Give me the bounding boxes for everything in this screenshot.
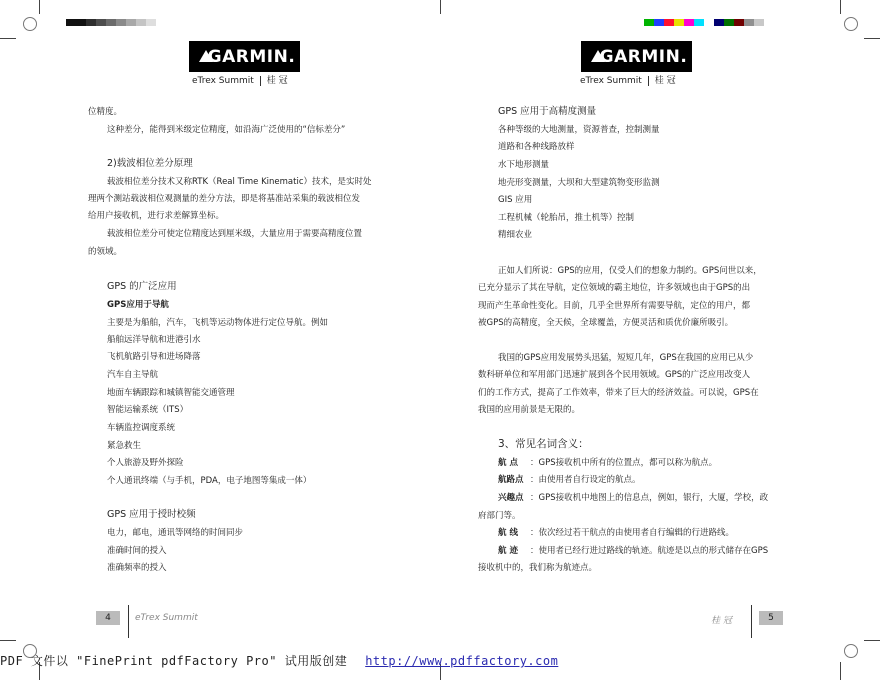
color-swatch bbox=[106, 19, 116, 26]
color-swatch bbox=[176, 19, 186, 26]
body-text-line: 给用户接收机，进行求差解算坐标。 bbox=[88, 211, 225, 221]
company-name: 桂 冠 bbox=[654, 76, 676, 86]
color-swatch bbox=[76, 19, 86, 26]
color-swatch bbox=[744, 19, 754, 26]
watermark-text: PDF 文件以 "FinePrint pdfFactory Pro" 试用版创建 bbox=[0, 654, 348, 668]
body-text-line: 理两个测站载波相位观测量的差分方法，即是将基准站采集的载波相位发 bbox=[88, 194, 361, 204]
grayscale-calibration-strip bbox=[66, 19, 186, 26]
page-subtitle bbox=[192, 73, 288, 86]
color-swatch bbox=[724, 19, 734, 26]
list-item: 电力，邮电，通讯等网络的时间同步 bbox=[107, 528, 244, 538]
color-swatch bbox=[166, 19, 176, 26]
list-item: 车辆监控调度系统 bbox=[107, 423, 176, 433]
color-swatch bbox=[126, 19, 136, 26]
page-number: 5 bbox=[759, 611, 783, 625]
page-subtitle bbox=[580, 73, 676, 86]
list-item: 地壳形变测量，大坝和大型建筑物变形监测 bbox=[498, 178, 660, 188]
body-text-line: 载波相位差分可使定位精度达到厘米级，大量应用于需要高精度位置 bbox=[107, 229, 363, 239]
crop-mark bbox=[840, 662, 841, 680]
color-swatch bbox=[734, 19, 744, 26]
footer-text: 桂 冠 bbox=[711, 616, 732, 626]
term-definition: ：使用者已经行进过路线的轨迹。航迹是以点的形式储存在GPS bbox=[530, 546, 769, 556]
color-swatch bbox=[116, 19, 126, 26]
list-item: 飞机航路引导和进场降落 bbox=[107, 352, 201, 362]
body-text-line: 这种差分，能得到米级定位精度，如沿海广泛使用的“信标差分” bbox=[107, 125, 346, 135]
color-swatch bbox=[156, 19, 166, 26]
term-definition: ：GPS接收机中所有的位置点，都可以称为航点。 bbox=[530, 458, 718, 468]
list-item: 准确频率的授入 bbox=[107, 563, 167, 573]
body-text-line: 我国的GPS应用发展势头迅猛，短短几年，GPS在我国的应用已从少 bbox=[498, 353, 754, 363]
body-text-line: 主要是为船舶，汽车，飞机等运动物体进行定位导航。例如 bbox=[107, 318, 329, 328]
term-definition: ：依次经过若干航点的由使用者自行编辑的行进路线。 bbox=[530, 528, 735, 538]
body-text-line: 位精度。 bbox=[88, 107, 123, 117]
section-heading: GPS 应用于授时校频 bbox=[107, 509, 196, 520]
crop-mark bbox=[0, 640, 16, 641]
color-swatch bbox=[644, 19, 654, 26]
body-text-line: 正如人们所说：GPS的应用，仅受人们的想象力制约。GPS问世以来， bbox=[498, 266, 762, 276]
brand-text: GARMIN. bbox=[599, 46, 688, 67]
section-heading: 2)载波相位差分原理 bbox=[107, 158, 193, 169]
body-text-line: 载波相位差分技术又称RTK（Real Time Kinematic）技术，是实时处 bbox=[107, 177, 372, 187]
color-swatch bbox=[146, 19, 156, 26]
term-label: 兴趣点 bbox=[498, 493, 524, 503]
garmin-logo bbox=[581, 41, 692, 72]
subsection-heading: GPS应用于导航 bbox=[107, 300, 169, 310]
crop-mark bbox=[864, 640, 880, 641]
list-item: 水下地形测量 bbox=[498, 160, 550, 170]
color-swatch bbox=[96, 19, 106, 26]
section-heading: 3、常见名词含义： bbox=[498, 438, 589, 450]
company-name: 桂 冠 bbox=[266, 76, 288, 86]
section-heading: GPS 的广泛应用 bbox=[107, 281, 177, 292]
list-item: 紧急救生 bbox=[107, 441, 142, 451]
section-heading: GPS 应用于高精度测量 bbox=[498, 106, 597, 117]
color-swatch bbox=[684, 19, 694, 26]
list-item: 准确时间的授入 bbox=[107, 546, 167, 556]
garmin-logo bbox=[189, 41, 300, 72]
list-item: 个人旅游及野外探险 bbox=[107, 458, 184, 468]
list-item: 工程机械（轮胎吊，推土机等）控制 bbox=[498, 213, 635, 223]
model-name: eTrex Summit bbox=[580, 76, 642, 86]
color-swatch bbox=[654, 19, 664, 26]
footer-divider bbox=[128, 605, 129, 638]
brand-text: GARMIN. bbox=[207, 46, 296, 67]
color-swatch bbox=[136, 19, 146, 26]
registration-mark bbox=[844, 17, 858, 31]
registration-mark bbox=[844, 644, 858, 658]
crop-mark bbox=[39, 0, 40, 14]
crop-mark bbox=[440, 0, 441, 14]
crop-mark bbox=[0, 38, 16, 39]
list-item: 地面车辆跟踪和城镇智能交通管理 bbox=[107, 388, 235, 398]
body-text-line: 们的工作方式，提高了工作效率，带来了巨大的经济效益。可以说，GPS在 bbox=[478, 388, 759, 398]
color-swatch bbox=[714, 19, 724, 26]
color-swatch bbox=[664, 19, 674, 26]
page-number: 4 bbox=[96, 611, 120, 625]
color-swatch bbox=[66, 19, 76, 26]
color-swatch bbox=[704, 19, 714, 26]
term-definition: ：由使用者自行设定的航点。 bbox=[530, 475, 641, 485]
term-definition: ：GPS接收机中地图上的信息点，例如，银行，大厦，学校，政 bbox=[530, 493, 769, 503]
term-label: 航 迹 bbox=[498, 546, 518, 556]
list-item: 精细农业 bbox=[498, 230, 533, 240]
divider bbox=[648, 76, 649, 86]
body-text-line: 已充分显示了其在导航，定位领域的霸主地位，许多领域也由于GPS的出 bbox=[478, 283, 751, 293]
list-item: 智能运输系统（ITS） bbox=[107, 405, 189, 415]
body-text-line: 我国的应用前景是无限的。 bbox=[478, 405, 581, 415]
term-label: 航 点 bbox=[498, 458, 518, 468]
color-swatch bbox=[86, 19, 96, 26]
body-text-line: 被GPS的高精度，全天候，全球覆盖，方便灵活和质优价廉所吸引。 bbox=[478, 318, 734, 328]
crop-mark bbox=[864, 38, 880, 39]
registration-mark bbox=[23, 17, 37, 31]
list-item: 个人通讯终端（与手机，PDA，电子地图等集成一体） bbox=[107, 476, 312, 486]
body-text-line: 的领域。 bbox=[88, 247, 123, 257]
model-name: eTrex Summit bbox=[192, 76, 254, 86]
garmin-triangle-icon bbox=[591, 50, 605, 62]
term-label: 航路点 bbox=[498, 475, 524, 485]
list-item: 汽车自主导航 bbox=[107, 370, 159, 380]
term-definition: 接收机中的，我们称为航迹点。 bbox=[478, 563, 598, 573]
list-item: 船舶远洋导航和进港引水 bbox=[107, 335, 201, 345]
list-item: 各种等级的大地测量，资源普查，控制测量 bbox=[498, 125, 660, 135]
color-swatch bbox=[754, 19, 764, 26]
body-text-line: 现而产生革命性变化。目前，几乎全世界所有需要导航，定位的用户，都 bbox=[478, 301, 751, 311]
garmin-triangle-icon bbox=[199, 50, 213, 62]
pdf-watermark bbox=[0, 652, 558, 669]
color-calibration-strip bbox=[644, 19, 764, 26]
body-text-line: 数科研单位和军用部门迅速扩展到各个民用领域。GPS的广泛应用改变人 bbox=[478, 370, 751, 380]
color-swatch bbox=[694, 19, 704, 26]
term-definition: 府部门等。 bbox=[478, 511, 521, 521]
watermark-link[interactable]: http://www.pdffactory.com bbox=[365, 654, 559, 668]
color-swatch bbox=[674, 19, 684, 26]
term-label: 航 线 bbox=[498, 528, 518, 538]
footer-text: eTrex Summit bbox=[135, 613, 198, 623]
list-item: GIS 应用 bbox=[498, 195, 533, 205]
footer-divider bbox=[751, 605, 752, 638]
list-item: 道路和各种线路放样 bbox=[498, 142, 575, 152]
divider bbox=[260, 76, 261, 86]
crop-mark bbox=[840, 0, 841, 14]
